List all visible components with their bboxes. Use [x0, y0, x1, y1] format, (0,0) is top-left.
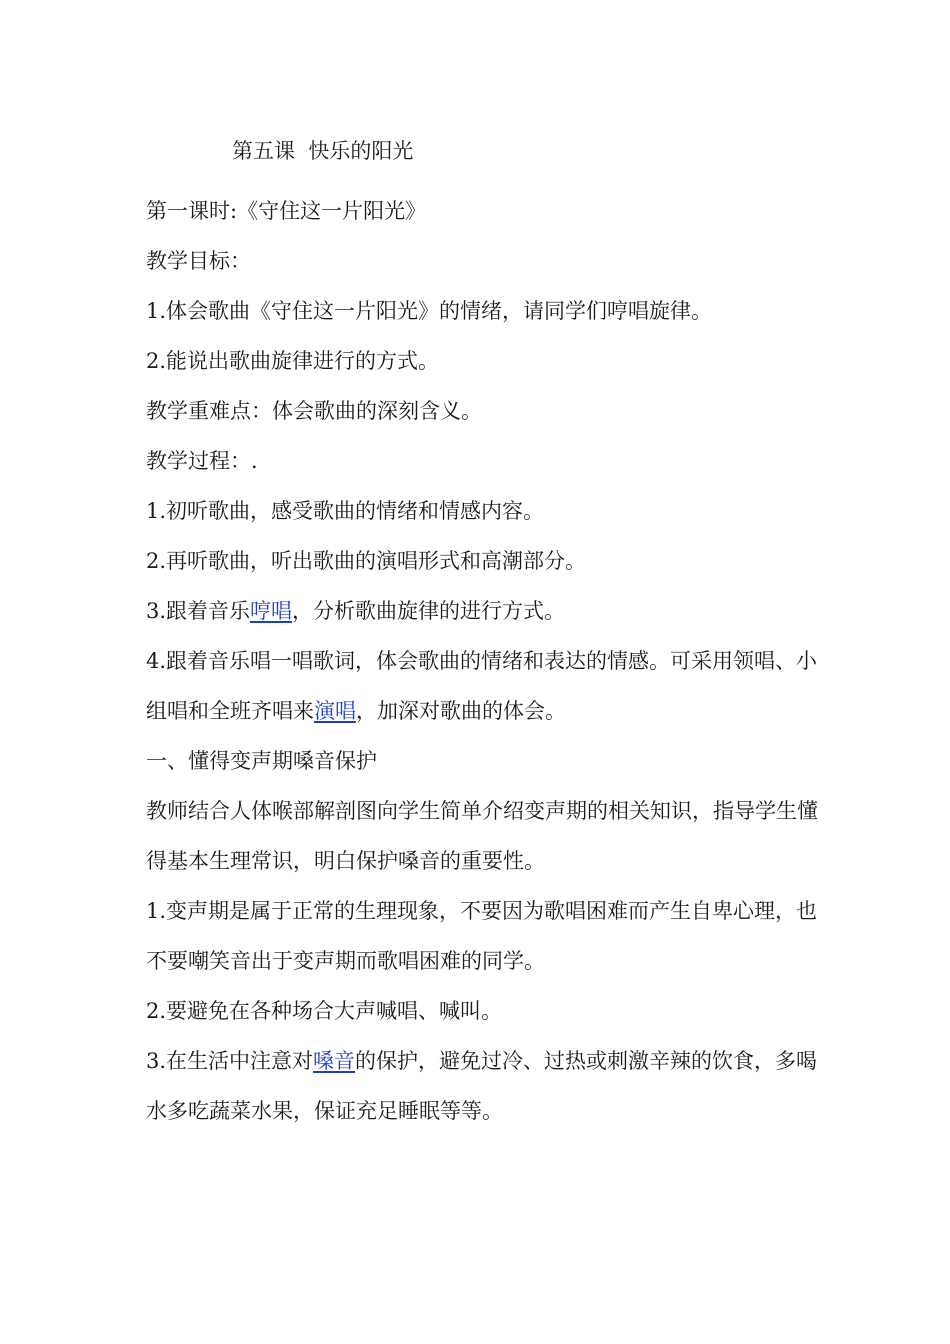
process-step-2: 2.再听歌曲，听出歌曲的演唱形式和高潮部分。	[146, 549, 587, 573]
step-4-text-after: ，加深对歌曲的体会。	[356, 699, 566, 723]
goal-item-1: 1.体会歌曲《守住这一片阳光》的情绪，请同学们哼唱旋律。	[146, 299, 713, 323]
process-step-1: 1.初听歌曲，感受歌曲的情绪和情感内容。	[146, 499, 545, 523]
point-3-text-before: 3.在生活中注意对	[146, 1049, 314, 1073]
goal-item-2: 2.能说出歌曲旋律进行的方式。	[146, 349, 440, 373]
goals-heading: 教学目标：	[146, 249, 251, 273]
key-points: 教学重难点：体会歌曲的深刻含义。	[146, 399, 482, 423]
document-body	[146, 186, 822, 1136]
voice-point-1: 1.变声期是属于正常的生理现象，不要因为歌唱困难而产生自卑心理，也不要嘲笑音出于变声期而歌唱困难的同学。	[146, 899, 818, 973]
performance-link[interactable]: 演唱	[314, 699, 356, 723]
voice-point-3	[146, 1036, 822, 1136]
voice-link[interactable]: 嗓音	[313, 1049, 356, 1073]
point-3-text-after: 的保护，避免过冷、过热或刺激辛辣的饮食，多喝水多吃蔬菜水果，保证充足睡眠等等。	[146, 1049, 818, 1123]
process-step-3	[146, 586, 822, 636]
process-step-4	[146, 636, 822, 736]
humming-link[interactable]: 哼唱	[250, 599, 293, 623]
process-heading: 教学过程：.	[146, 449, 258, 473]
lesson-title: 第一课时:《守住这一片阳光》	[146, 199, 427, 223]
step-4-text-before: 4.跟着音乐唱一唱歌词，体会歌曲的情绪和表达的情感。可采用领唱、小组唱和全班齐唱来	[146, 649, 818, 723]
voice-point-2: 2.要避免在各种场合大声喊唱、喊叫。	[146, 999, 503, 1023]
section-intro: 教师结合人体喉部解剖图向学生简单介绍变声期的相关知识，指导学生懂得基本生理常识，明白保护嗓音的重要性。	[146, 799, 818, 873]
section-heading: 一、懂得变声期嗓音保护	[146, 749, 377, 773]
document-title: 第五课 快乐的阳光	[232, 139, 414, 163]
step-3-text-before: 3.跟着音乐	[146, 599, 251, 623]
step-3-text-after: ，分析歌曲旋律的进行方式。	[292, 599, 566, 623]
